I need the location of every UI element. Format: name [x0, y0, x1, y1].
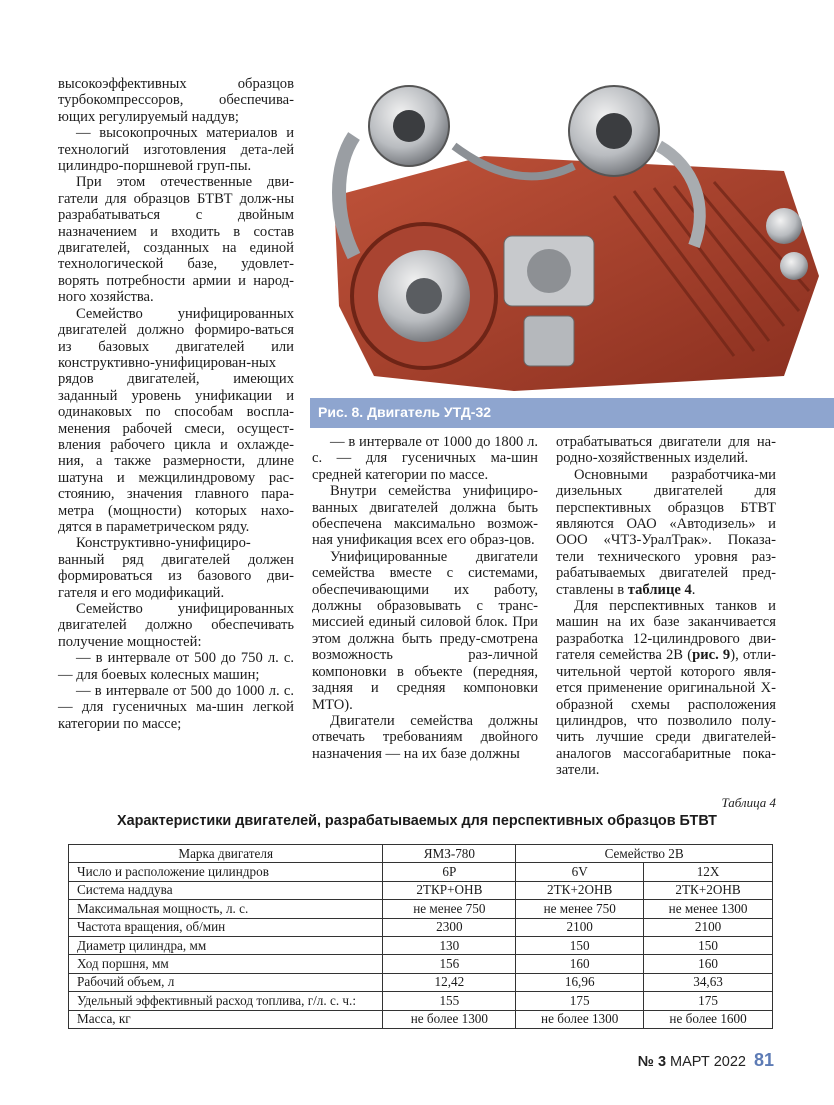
- table-cell: 2ТКР+ОНВ: [383, 881, 516, 899]
- paragraph: [556, 467, 776, 598]
- table-row: [69, 992, 773, 1010]
- table-row: [69, 918, 773, 936]
- table-cell: 150: [516, 936, 644, 954]
- table-row: [69, 1010, 773, 1028]
- issue-number: № 3: [637, 1054, 667, 1070]
- table-cell: Ход поршня, мм: [69, 955, 383, 973]
- table-cell: 12Х: [644, 863, 773, 881]
- table-label: Таблица 4: [721, 795, 776, 810]
- paragraph: — высокопрочных материалов и технологий изготовления дета-лей цилиндро-поршневой груп-пы.: [58, 125, 294, 175]
- table-cell: не менее 750: [516, 900, 644, 918]
- table-cell: 12,42: [383, 973, 516, 991]
- table-row: [69, 900, 773, 918]
- table-cell: 130: [383, 936, 516, 954]
- text-column-3: [556, 434, 776, 779]
- table-cell: 2100: [644, 918, 773, 936]
- table-row: [69, 936, 773, 954]
- table-cell: не более 1300: [383, 1010, 516, 1028]
- figure-caption-bar: [310, 398, 834, 428]
- paragraph: Унифицированные двигатели семейства вместе с системами, обеспечивающими их работу, должны образовывать с транс-миссией единый силовой блок. При этом должна быть преду-смотрена возможность раз-личной компоновки в объекте (передняя, задняя и средняя компоновки МТО).: [312, 548, 538, 713]
- page-number: 81: [753, 1050, 774, 1070]
- table-cell: не более 1300: [516, 1010, 644, 1028]
- text-run: Основными разработчика-ми дизельных двигателей для перспективных образцов БТВТ являются ОАО «Автодизель» и ООО «ЧТЗ-УралТрак». Показа-тели технического уровня раз-рабатываемых двигателей пред-ставлены в: [556, 466, 776, 598]
- page-footer: [638, 1050, 774, 1071]
- text-run: ), отли-чительной чертой которого явля-ется применение оригинальной Х-образной схемы расположения цилиндров, что позволило полу-чить лучшие среди двигателей-аналогов массогабаритные пока-затели.: [556, 647, 776, 779]
- table-cell: 6Р: [383, 863, 516, 881]
- paragraph: отрабатываться двигатели для на-родно-хозяйственных изделий.: [556, 434, 776, 467]
- text-run: .: [691, 581, 696, 598]
- table-cell: не более 1600: [644, 1010, 773, 1028]
- table-cell: 2ТК+2ОНВ: [516, 881, 644, 899]
- paragraph: — в интервале от 500 до 750 л. с. — для боевых колесных машин;: [58, 650, 294, 683]
- table-row: [69, 955, 773, 973]
- text-run: Для перспективных танков и машин на их базе заканчивается разработка 12-цилиндрового дви-гателя семейства 2В (: [556, 598, 776, 664]
- table-cell: 160: [644, 955, 773, 973]
- table-row: [69, 973, 773, 991]
- table-cell: 2100: [516, 918, 644, 936]
- table-cell: 175: [516, 992, 644, 1010]
- table-cell: 160: [516, 955, 644, 973]
- table-header-cell: ЯМЗ-780: [383, 845, 516, 863]
- paragraph: высокоэффективных образцов турбокомпрессоров, обеспечива-ющих регулируемый наддув;: [58, 76, 294, 125]
- table-header-cell: Марка двигателя: [69, 845, 383, 863]
- text-column-2: [312, 434, 538, 762]
- table-cell: Масса, кг: [69, 1010, 383, 1028]
- table-cell: 175: [644, 992, 773, 1010]
- table-cell: 16,96: [516, 973, 644, 991]
- table-row: [69, 863, 773, 881]
- paragraph: [556, 598, 776, 778]
- figure-reference: рис. 9: [692, 647, 731, 664]
- engine-specs-table: [68, 844, 773, 1029]
- paragraph: Внутри семейства унифициро-ванных двигателей должна быть обеспечена максимально возмож-ная унификация всех его образ-цов.: [312, 483, 538, 549]
- table-cell: 150: [644, 936, 773, 954]
- table-title: Характеристики двигателей, разрабатываемых для перспективных образцов БТВТ: [117, 813, 717, 829]
- table-cell: Удельный эффективный расход топлива, г/л. с. ч.:: [69, 992, 383, 1010]
- table-cell: 156: [383, 955, 516, 973]
- table-header-cell: Семейство 2В: [516, 845, 773, 863]
- table-cell: не менее 750: [383, 900, 516, 918]
- table-cell: не менее 1300: [644, 900, 773, 918]
- issue-date: МАРТ 2022: [670, 1054, 746, 1070]
- table-cell: 2300: [383, 918, 516, 936]
- table-cell: 6V: [516, 863, 644, 881]
- table-cell: 34,63: [644, 973, 773, 991]
- table-reference: таблице 4: [627, 581, 692, 598]
- paragraph: Семейство унифицированных двигателей должно обеспечивать получение мощностей:: [58, 601, 294, 650]
- figure-caption: Рис. 8. Двигатель УТД-32: [318, 404, 492, 420]
- table-cell: Диаметр цилиндра, мм: [69, 936, 383, 954]
- paragraph: Конструктивно-унифициро-ванный ряд двигателей должен формироваться из базового дви-гателя и его модификаций.: [58, 535, 294, 601]
- table-header-row: [69, 845, 773, 863]
- table-cell: 2ТК+2ОНВ: [644, 881, 773, 899]
- paragraph: — в интервале от 500 до 1000 л. с. — для гусеничных ма-шин легкой категории по массе;: [58, 683, 294, 732]
- paragraph: — в интервале от 1000 до 1800 л. с. — для гусеничных ма-шин средней категории по массе.: [312, 434, 538, 483]
- engine-photo: [314, 76, 834, 402]
- table-cell: Система наддува: [69, 881, 383, 899]
- issue-info: [638, 1054, 746, 1070]
- table-cell: Рабочий объем, л: [69, 973, 383, 991]
- table-cell: Максимальная мощность, л. с.: [69, 900, 383, 918]
- paragraph: Семейство унифицированных двигателей должно формиро-ваться из базовых двигателей или конструктивно-унифицирован-ных рядов двигателей, имеющих заданный уровень унификации и одинаковых по способам воспла-менения рабочей смеси, осущест-вления рабочего цикла и охлажде-ния, а также размерности, длине шатуна и межцилиндровому рас-стоянию, значения главного пара-метра (мощности) которых нахо-дятся в параметрическом ряду.: [58, 305, 294, 535]
- table-cell: Частота вращения, об/мин: [69, 918, 383, 936]
- table-row: [69, 881, 773, 899]
- text-column-1: [58, 76, 294, 732]
- paragraph: Двигатели семейства должны отвечать требованиям двойного назначения — на их базе должны: [312, 712, 538, 762]
- paragraph: При этом отечественные дви-гатели для образцов БТВТ долж-ны разрабатываться с двойным назначением и входить в состав двигателей, созданных на единой технологической базе, удовлет-ворять потребности армии и народ-ного хозяйства.: [58, 174, 294, 306]
- table-cell: Число и расположение цилиндров: [69, 863, 383, 881]
- table-cell: 155: [383, 992, 516, 1010]
